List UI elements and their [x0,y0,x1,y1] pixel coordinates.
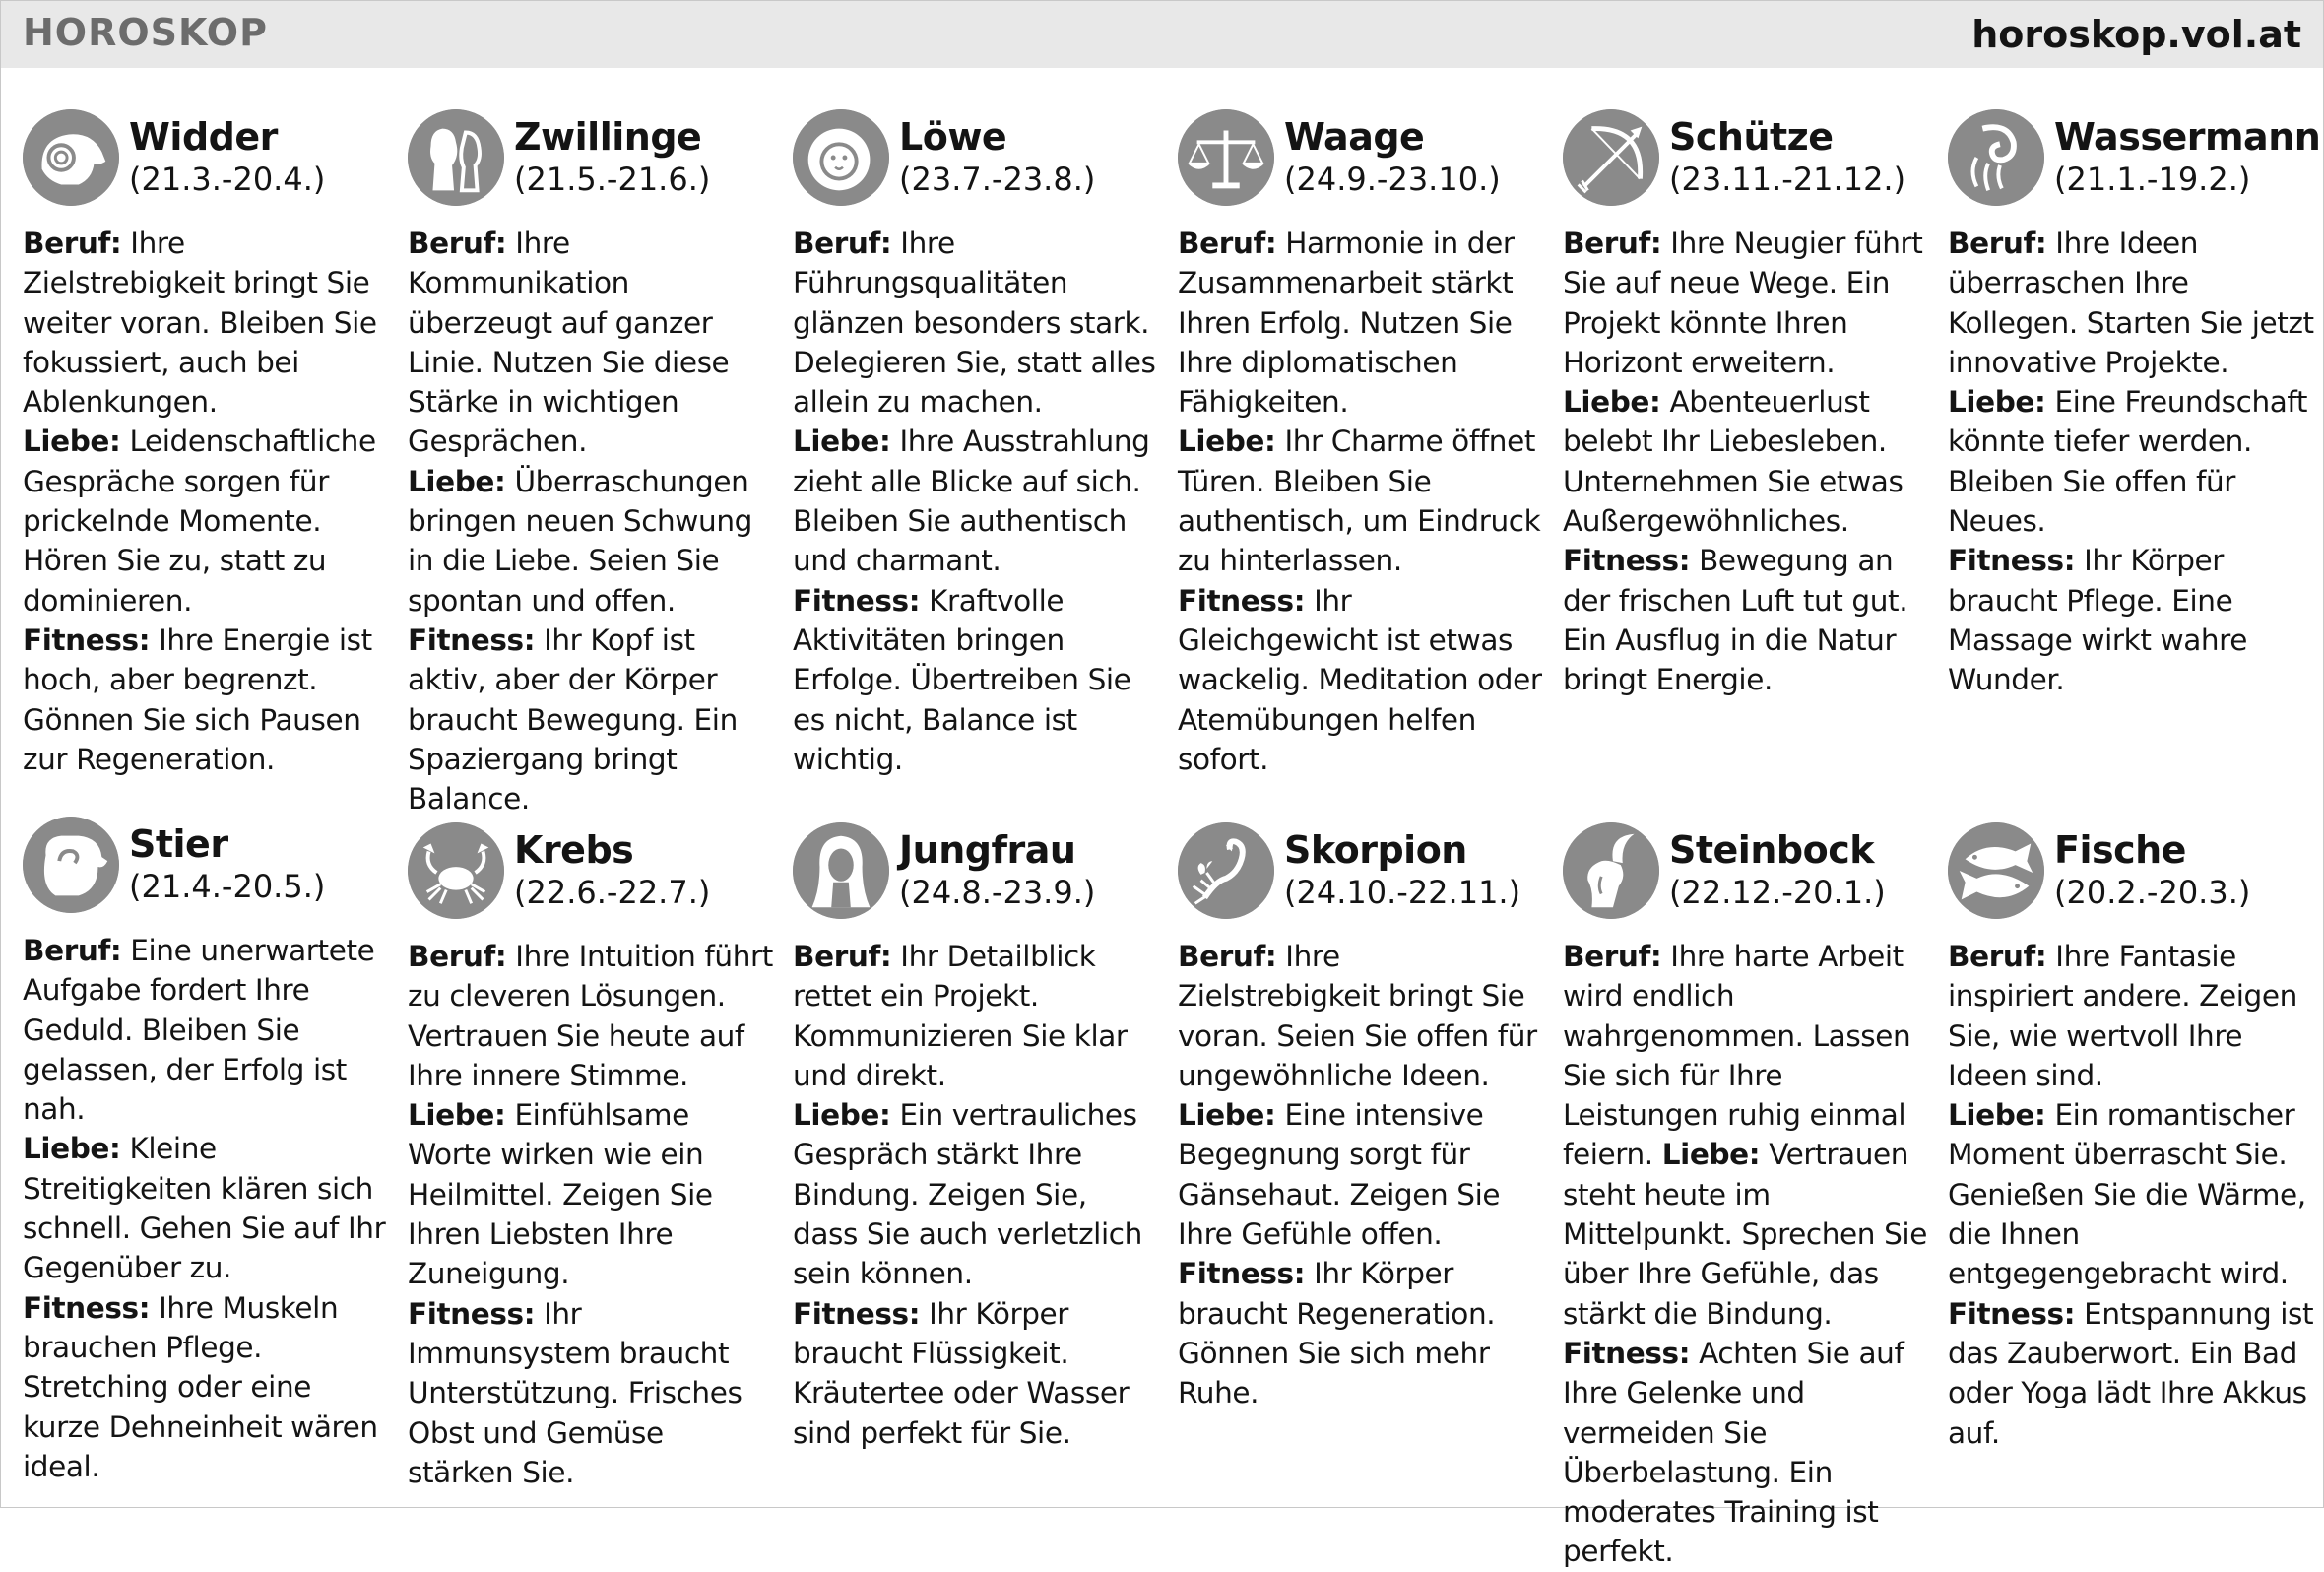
virgin-icon [793,822,889,919]
fitness-label: Fitness: [1178,583,1306,618]
fish-icon [1948,822,2044,919]
sign-text [408,937,774,1492]
liebe-text: Leidenschaftliche Gespräche sorgen für prickelnde Momente. Hören Sie zu, statt zu dominieren. [23,425,376,618]
sign-fische [1948,822,2314,1453]
beruf-text: Ihre Neugier führt Sie auf neue Wege. Ein Projekt könnte Ihren Horizont erweitern. [1563,227,1923,379]
liebe-text: Abenteuerlust belebt Ihr Liebesleben. Unternehmen Sie etwas Außergewöhnliches. [1563,385,1904,539]
liebe-text: Kleine Streitigkeiten klären sich schnell. Gehen Sie auf Ihr Gegenüber zu. [23,1132,386,1285]
twins-icon [408,109,504,206]
sign-text [793,224,1159,779]
fitness-text: Bewegung an der frischen Luft tut gut. Ein Ausflug in die Natur bringt Energie. [1563,544,1908,697]
liebe-text: Überraschungen bringen neuen Schwung in die Liebe. Seien Sie spontan und offen. [408,464,752,618]
liebe-label: Liebe: [1948,385,2046,420]
sign-name: Skorpion [1284,828,1467,872]
fitness-text: Ihr Körper braucht Pflege. Eine Massage wirkt wahre Wunder. [1948,544,2248,697]
sign-dates: (24.10.-22.11.) [1284,874,1521,911]
beruf-label: Beruf: [1948,940,2047,973]
sign-name: Zwillinge [514,115,702,159]
sign-krebs [408,822,774,1492]
bull-icon [23,817,119,913]
sign-name: Steinbock [1669,828,1874,872]
sign-zwillinge [408,109,774,819]
liebe-label: Liebe: [1948,1098,2046,1133]
sign-text [408,224,774,819]
sign-dates: (24.9.-23.10.) [1284,161,1501,198]
fitness-label: Fitness: [1563,544,1691,578]
beruf-text: Ihre Intuition führt zu cleveren Lösungen. Vertrauen Sie heute auf Ihre innere Stimme. [408,940,773,1092]
sign-text [23,931,389,1486]
beruf-text: Ihre Zielstrebigkeit bringt Sie weiter voran. Bleiben Sie fokussiert, auch bei Ablenkungen. [23,227,377,420]
fitness-label: Fitness: [1178,1257,1306,1291]
sign-name: Widder [129,115,278,159]
sign-name: Jungfrau [899,828,1076,872]
sign-waage [1178,109,1544,779]
sign-name: Schütze [1669,115,1834,159]
beruf-label: Beruf: [793,940,892,973]
beruf-label: Beruf: [23,934,122,967]
liebe-text: Ihr Charme öffnet Türen. Bleiben Sie authentisch, um Eindruck zu hinterlassen. [1178,425,1541,578]
fitness-text: Ihr Gleichgewicht ist etwas wackelig. Meditation oder Atemübungen helfen sofort. [1178,583,1542,776]
page-title: HOROSKOP [23,11,268,54]
sign-text [23,224,389,779]
fitness-label: Fitness: [1948,1296,2076,1331]
liebe-text: Einfühlsame Worte wirken wie ein Heilmittel. Zeigen Sie Ihren Liebsten Ihre Zuneigung. [408,1098,713,1291]
water-bearer-icon [1948,109,2044,206]
fitness-label: Fitness: [408,1296,536,1331]
sign-widder [23,109,389,779]
lion-icon [793,109,889,206]
liebe-text: Ein romantischer Moment überrascht Sie. Genießen Sie die Wärme, die Ihnen entgegengebracht wird. [1948,1098,2306,1291]
sign-jungfrau [793,822,1159,1453]
beruf-text: Ihre Zielstrebigkeit bringt Sie voran. Seien Sie offen für ungewöhnliche Ideen. [1178,940,1537,1092]
fitness-label: Fitness: [408,622,536,657]
fitness-label: Fitness: [23,622,151,657]
sign-text [1948,224,2314,700]
sign-dates: (22.12.-20.1.) [1669,874,1886,911]
fitness-label: Fitness: [23,1290,151,1325]
ibex-icon [1563,822,1659,919]
scales-icon [1178,109,1274,206]
liebe-label: Liebe: [1563,385,1661,420]
liebe-label: Liebe: [1178,425,1276,459]
fitness-text: Ihr Immunsystem braucht Unterstützung. Frisches Obst und Gemüse stärken Sie. [408,1296,742,1489]
fitness-label: Fitness: [793,1296,921,1331]
crab-icon [408,822,504,919]
sign-name: Krebs [514,828,634,872]
fitness-text: Kraftvolle Aktivitäten bringen Erfolge. Übertreiben Sie es nicht, Balance ist wichtig. [793,583,1131,776]
sign-text [1948,937,2314,1453]
beruf-text: Ihre harte Arbeit wird endlich wahrgenommen. Lassen Sie sich für Ihre Leistungen ruhig einmal feiern. [1563,940,1911,1172]
beruf-text: Harmonie in der Zusammenarbeit stärkt Ihren Erfolg. Nutzen Sie Ihre diplomatischen Fähigkeiten. [1178,227,1515,420]
liebe-text: Eine Freundschaft könnte tiefer werden. Bleiben Sie offen für Neues. [1948,385,2308,539]
beruf-label: Beruf: [793,227,892,260]
sign-wassermann [1948,109,2321,700]
sign-name: Fische [2054,828,2186,872]
beruf-label: Beruf: [1178,227,1277,260]
beruf-label: Beruf: [408,940,507,973]
sign-text [1178,937,1544,1413]
scorpion-icon [1178,822,1274,919]
sign-name: Stier [129,822,228,866]
sign-text [1563,937,1929,1572]
site-url: horoskop.vol.at [1971,13,2301,56]
liebe-label: Liebe: [23,425,121,459]
liebe-label: Liebe: [793,425,891,459]
sign-steinbock [1563,822,1929,1572]
beruf-label: Beruf: [1563,227,1662,260]
sign-text [1563,224,1929,700]
sign-dates: (21.4.-20.5.) [129,868,326,905]
sign-dates: (23.7.-23.8.) [899,161,1096,198]
liebe-text: Ein vertrauliches Gespräch stärkt Ihre Bindung. Zeigen Sie, dass Sie auch verletzlich sein können. [793,1098,1142,1291]
liebe-label: Liebe: [1661,1138,1761,1172]
fitness-text: Ihr Kopf ist aktiv, aber der Körper braucht Bewegung. Ein Spaziergang bringt Balance. [408,622,738,817]
fitness-text: Ihr Körper braucht Flüssigkeit. Kräutertee oder Wasser sind perfekt für Sie. [793,1296,1130,1450]
sign-text [793,937,1159,1453]
fitness-label: Fitness: [1948,544,2076,578]
sign-name: Löwe [899,115,1007,159]
sign-dates: (23.11.-21.12.) [1669,161,1906,198]
beruf-label: Beruf: [1178,940,1277,973]
liebe-label: Liebe: [408,1098,506,1133]
sign-schuetze [1563,109,1929,700]
beruf-text: Ihre Fantasie inspiriert andere. Zeigen Sie, wie wertvoll Ihre Ideen sind. [1948,940,2297,1092]
sign-loewe [793,109,1159,779]
archer-icon [1563,109,1659,206]
beruf-label: Beruf: [1948,227,2047,260]
sign-dates: (24.8.-23.9.) [899,874,1096,911]
liebe-text: Eine intensive Begegnung sorgt für Gänsehaut. Zeigen Sie Ihre Gefühle offen. [1178,1098,1501,1252]
sign-name: Wassermann [2054,115,2321,159]
beruf-label: Beruf: [1563,940,1662,973]
fitness-label: Fitness: [793,583,921,618]
beruf-text: Ihre Kommunikation überzeugt auf ganzer Linie. Nutzen Sie diese Stärke in wichtigen Gesprächen. [408,227,730,459]
sign-dates: (21.5.-21.6.) [514,161,711,198]
beruf-label: Beruf: [23,227,122,260]
liebe-label: Liebe: [1178,1098,1276,1133]
fitness-label: Fitness: [1563,1336,1691,1370]
header-bar [1,1,2323,68]
sign-name: Waage [1284,115,1425,159]
sign-skorpion [1178,822,1544,1413]
liebe-label: Liebe: [23,1132,121,1166]
liebe-text: Ihre Ausstrahlung zieht alle Blicke auf sich. Bleiben Sie authentisch und charmant. [793,425,1150,578]
fitness-text: Ihr Körper braucht Regeneration. Gönnen Sie sich mehr Ruhe. [1178,1257,1496,1410]
beruf-text: Ihr Detailblick rettet ein Projekt. Kommunizieren Sie klar und direkt. [793,940,1128,1092]
fitness-text: Achten Sie auf Ihre Gelenke und vermeiden Sie Überbelastung. Ein moderates Training ist perfekt. [1563,1336,1904,1569]
ram-icon [23,109,119,206]
beruf-text: Ihre Ideen überraschen Ihre Kollegen. Starten Sie jetzt innovative Projekte. [1948,227,2314,379]
liebe-label: Liebe: [793,1098,891,1133]
beruf-text: Eine unerwartete Aufgabe fordert Ihre Geduld. Bleiben Sie gelassen, der Erfolg ist nah. [23,934,375,1127]
sign-dates: (21.3.-20.4.) [129,161,326,198]
fitness-text: Ihre Muskeln brauchen Pflege. Stretching oder eine kurze Dehneinheit wären ideal. [23,1290,378,1483]
sign-text [1178,224,1544,779]
liebe-text: Vertrauen steht heute im Mittelpunkt. Sprechen Sie über Ihre Gefühle, das stärkt die Bindung. [1563,1138,1927,1331]
sign-dates: (22.6.-22.7.) [514,874,711,911]
sign-dates: (21.1.-19.2.) [2054,161,2251,198]
beruf-label: Beruf: [408,227,507,260]
sign-dates: (20.2.-20.3.) [2054,874,2251,911]
liebe-label: Liebe: [408,464,506,498]
fitness-text: Ihre Energie ist hoch, aber begrenzt. Gönnen Sie sich Pausen zur Regeneration. [23,622,372,776]
fitness-text: Entspannung ist das Zauberwort. Ein Bad oder Yoga lädt Ihre Akkus auf. [1948,1296,2314,1450]
beruf-text: Ihre Führungsqualitäten glänzen besonders stark. Delegieren Sie, statt alles allein zu machen. [793,227,1156,420]
sign-stier [23,817,389,1486]
